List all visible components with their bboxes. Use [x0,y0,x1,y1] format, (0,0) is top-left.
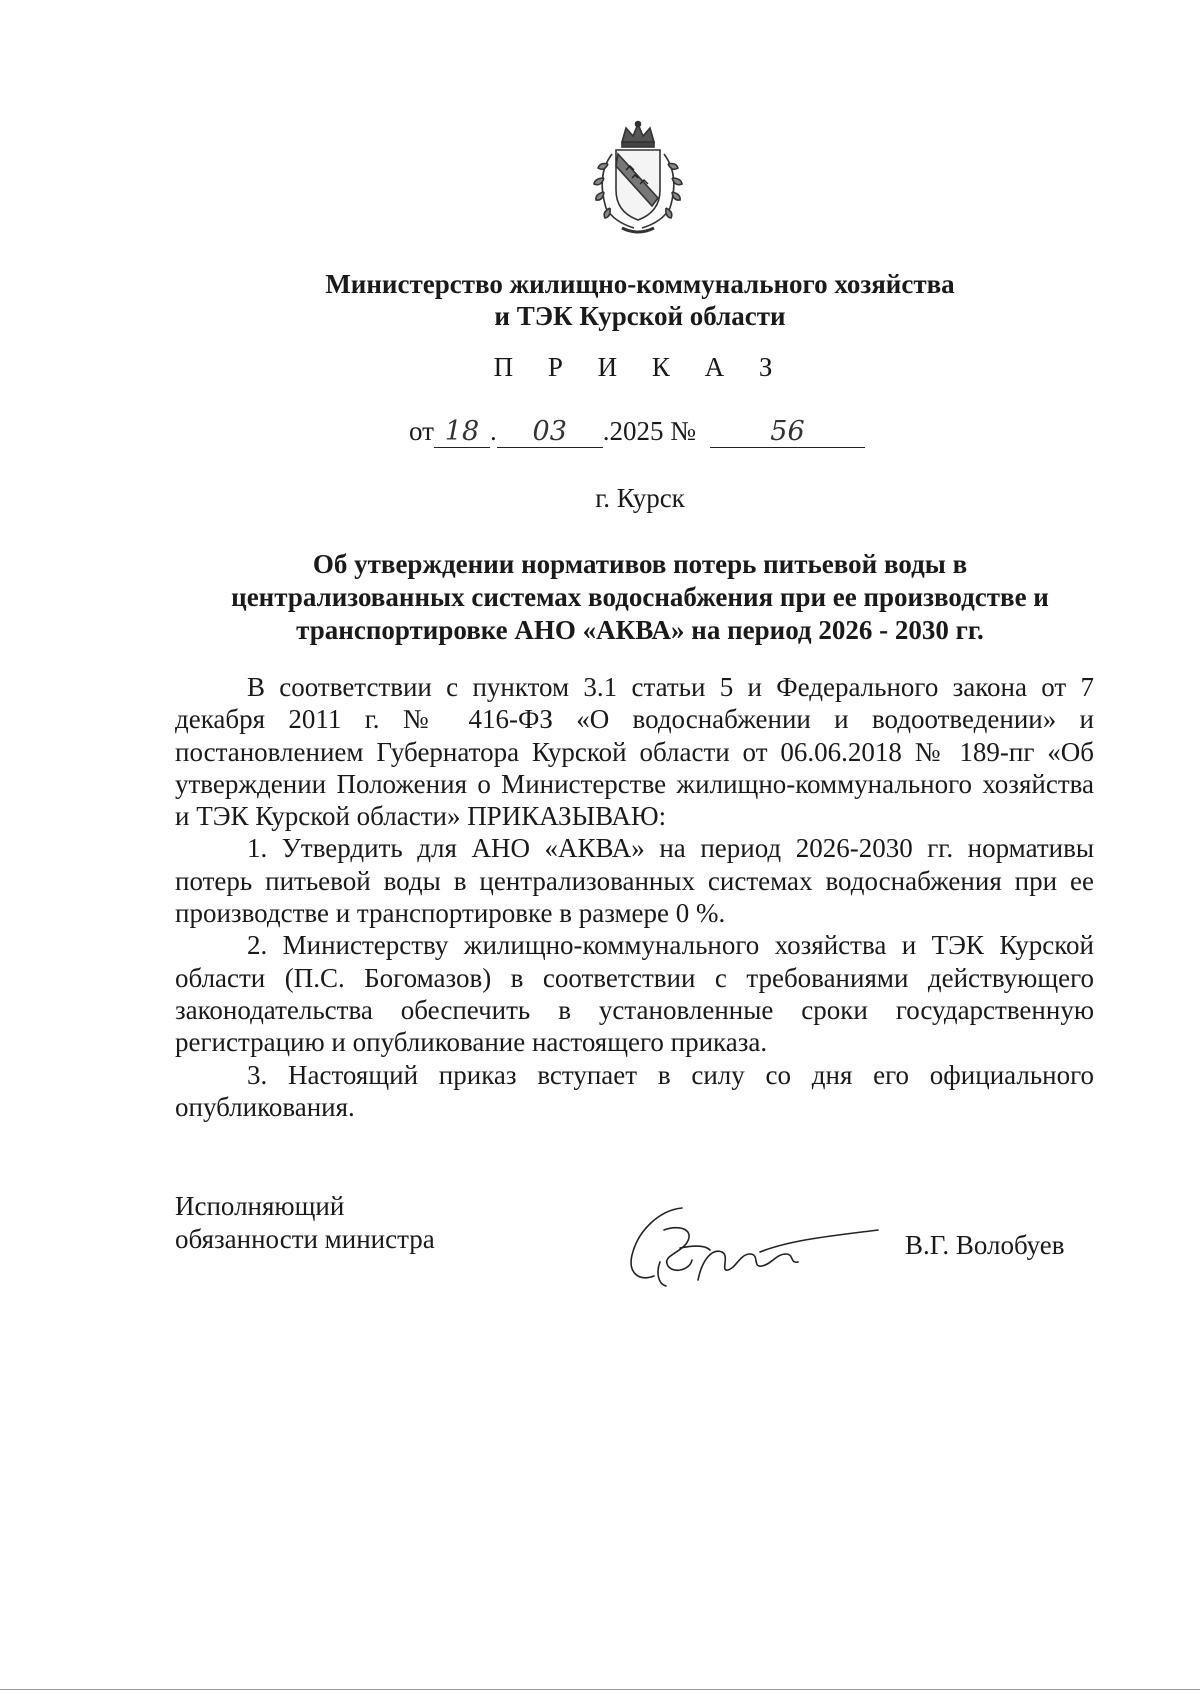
document-title-line1: Об утверждении нормативов потерь питьевой воды в [312,549,968,579]
document-title-line2: централизованных системах водоснабжения при ее производстве и [231,582,1049,612]
clause-1: 1. Утвердить для АНО «АКВА» на период 2026-2030 гг. нормативы потерь питьевой воды в централизованных системах водоснабжения при ее производстве и транспортировке в размере 0 %. [175,833,1094,929]
preamble-paragraph: В соответствии с пунктом 3.1 статьи 5 и Федерального закона от 7 декабря 2011 г. № 416-ФЗ «О водоснабжении и водоотведении» и постановлением Губернатора Курской области от 06.06.2018 № 189-пг «Об утверждении Положения о Министерстве жилищно-коммунального хозяйства и ТЭК Курской области» ПРИКАЗЫВАЮ: [175,672,1094,832]
order-number: 56 [710,417,865,448]
clause-2: 2. Министерству жилищно-коммунального хозяйства и ТЭК Курской области (П.С. Богомазов) в соответствии с требованиями действующего законодательства обеспечить в установленные сроки государственную регистрацию и опубликование настоящего приказа. [175,930,1094,1058]
organization-name-line2: и ТЭК Курской области [494,301,786,331]
organization-name-line1: Министерство жилищно-коммунального хозяйства [325,269,955,299]
document-body [175,671,1094,1123]
document-title-line3: транспортировке АНО «АКВА» на период 2026 - 2030 гг. [296,615,984,645]
signatory-position [175,1190,435,1256]
clause-3: 3. Настоящий приказ вступает в силу со дня его официального опубликования. [175,1059,1094,1122]
signatory-position-line2: обязанности министра [175,1224,435,1254]
document-type: П Р И К А З [493,352,787,382]
page-bottom-edge-line [0,1689,1200,1690]
signatory-name: В.Г. Волобуев [905,1230,1065,1260]
date-day: 18 [434,417,490,448]
handwritten-signature [620,1200,900,1295]
date-number-line: от 18 . 03 .2025 № 56 [409,416,865,448]
date-year-and-number-sign: .2025 № [602,416,696,446]
coat-of-arms-emblem [578,120,698,238]
city: г. Курск [595,483,685,513]
date-month: 03 [497,417,603,448]
date-prefix: от [409,416,434,446]
signatory-position-line1: Исполняющий [175,1191,345,1221]
